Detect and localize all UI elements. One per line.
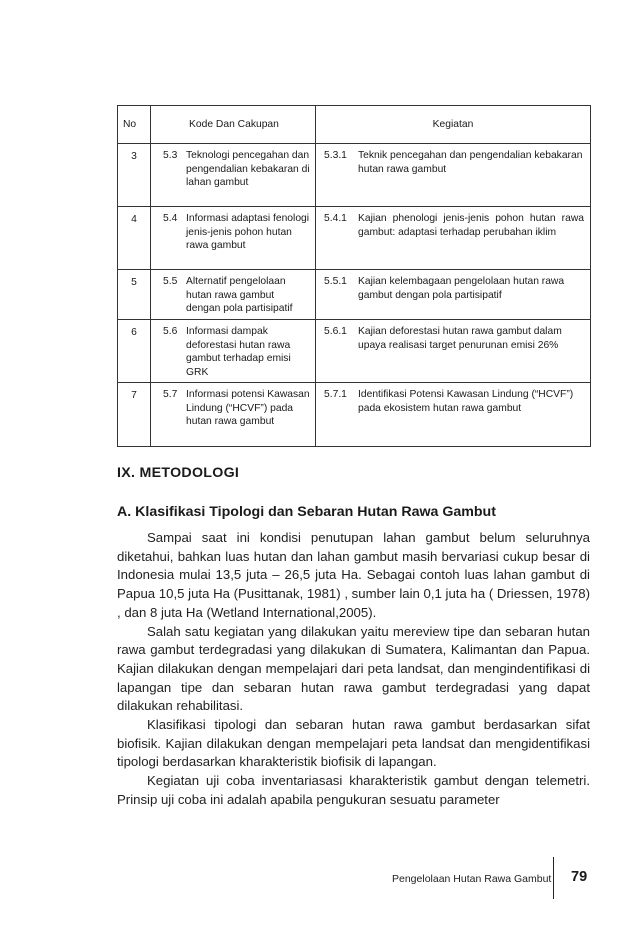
page-number: 79 xyxy=(571,869,588,885)
kode-text: Teknologi pencegahan dan pengendalian kebakaran di lahan gambut xyxy=(186,150,310,189)
kode-text: Informasi dampak deforestasi hutan rawa gambut terhadap emisi GRK xyxy=(186,326,291,378)
kode-code: 5.6 xyxy=(163,326,178,337)
row-number: 4 xyxy=(118,207,151,270)
kode-cell xyxy=(151,207,316,270)
paragraph: Kegiatan uji coba inventariasasi kharakteristik gambut dengan telemetri. Prinsip uji coba ini adalah apabila pengukuran sesuatu parameter xyxy=(117,773,590,807)
table-row xyxy=(118,320,591,383)
section-heading: IX. METODOLOGI xyxy=(117,465,240,481)
kode-cell xyxy=(151,270,316,320)
table-row xyxy=(118,144,591,207)
header-kode-cakupan: Kode Dan Cakupan xyxy=(151,106,316,144)
kode-code: 5.5 xyxy=(163,276,178,287)
kegiatan-text: Kajian deforestasi hutan rawa gambut dalam upaya realisasi target penurunan emisi 26% xyxy=(358,326,562,351)
activities-table xyxy=(117,105,591,447)
kode-code: 5.3 xyxy=(163,150,178,161)
body-text xyxy=(117,529,590,810)
kegiatan-code: 5.4.1 xyxy=(324,213,347,224)
kegiatan-text: Teknik pencegahan dan pengendalian kebakaran hutan rawa gambut xyxy=(358,150,583,175)
kode-text: Informasi adaptasi fenologi jenis-jenis pohon hutan rawa gambut xyxy=(186,213,310,252)
kegiatan-text: Identifikasi Potensi Kawasan Lindung (“HCVF”) pada ekosistem hutan rawa gambut xyxy=(358,389,574,414)
row-number: 6 xyxy=(118,320,151,383)
kegiatan-code: 5.3.1 xyxy=(324,150,347,161)
kegiatan-cell xyxy=(316,144,591,207)
kegiatan-code: 5.7.1 xyxy=(324,389,347,400)
running-footer-title: Pengelolaan Hutan Rawa Gambut xyxy=(392,873,552,885)
kegiatan-cell xyxy=(316,320,591,383)
table-row xyxy=(118,383,591,447)
row-number: 7 xyxy=(118,383,151,447)
table-header-row xyxy=(118,106,591,144)
paragraph: Sampai saat ini kondisi penutupan lahan gambut belum seluruhnya diketahui, bahkan luas hutan dan lahan gambut masih bervariasi cukup besar di Indonesia mulai 13,5 juta – 26,5 juta Ha. Sebagai contoh luas lahan gambut di Papua 10,5 juta Ha (Pusittanak, 1981) , sumber lain 0,1 juta ha ( Driessen, 1978) , dan 8 juta Ha (Wetland International,2005). xyxy=(117,530,590,620)
paragraph: Klasifikasi tipologi dan sebaran hutan rawa gambut berdasarkan sifat biofisik. Kajian dilakukan dengan mempelajari peta landsat dan mengidentifikasi tipologi berdasarkan kharakteristik biofisik di lapangan. xyxy=(117,717,590,770)
kegiatan-cell xyxy=(316,270,591,320)
kode-code: 5.4 xyxy=(163,213,178,224)
kode-cell xyxy=(151,320,316,383)
kegiatan-text: Kajian kelembagaan pengelolaan hutan rawa gambut dengan pola partisipatif xyxy=(358,276,565,301)
kegiatan-text: Kajian phenologi jenis-jenis pohon hutan rawa gambut: adaptasi terhadap perubahan iklim xyxy=(358,213,584,238)
header-kegiatan: Kegiatan xyxy=(316,106,591,144)
kode-cell xyxy=(151,144,316,207)
kegiatan-code: 5.6.1 xyxy=(324,326,347,337)
kode-text: Alternatif pengelolaan hutan rawa gambut dengan pola partisipatif xyxy=(186,276,293,315)
kode-code: 5.7 xyxy=(163,389,178,400)
kegiatan-cell xyxy=(316,383,591,447)
row-number: 5 xyxy=(118,270,151,320)
kegiatan-code: 5.5.1 xyxy=(324,276,347,287)
footer-divider xyxy=(553,857,554,899)
kegiatan-cell xyxy=(316,207,591,270)
activities-table-container xyxy=(117,105,590,447)
table-row xyxy=(118,270,591,320)
subsection-heading: A. Klasifikasi Tipologi dan Sebaran Hutan Rawa Gambut xyxy=(117,504,496,520)
table-row xyxy=(118,207,591,270)
header-no: No xyxy=(118,106,151,144)
paragraph: Salah satu kegiatan yang dilakukan yaitu mereview tipe dan sebaran hutan rawa gambut terdegradasi yang dilakukan di Sumatera, Kalimantan dan Papua. Kajian dilakukan dengan mempelajari dari peta landsat, dan mengindentifikasi di lapangan tipe dan sebaran hutan rawa gambut terdegradasi yang dapat dilakukan rehabilitasi. xyxy=(117,623,590,714)
row-number: 3 xyxy=(118,144,151,207)
kode-cell xyxy=(151,383,316,447)
kode-text: Informasi potensi Kawasan Lindung (“HCVF”) pada hutan rawa gambut xyxy=(186,389,310,428)
